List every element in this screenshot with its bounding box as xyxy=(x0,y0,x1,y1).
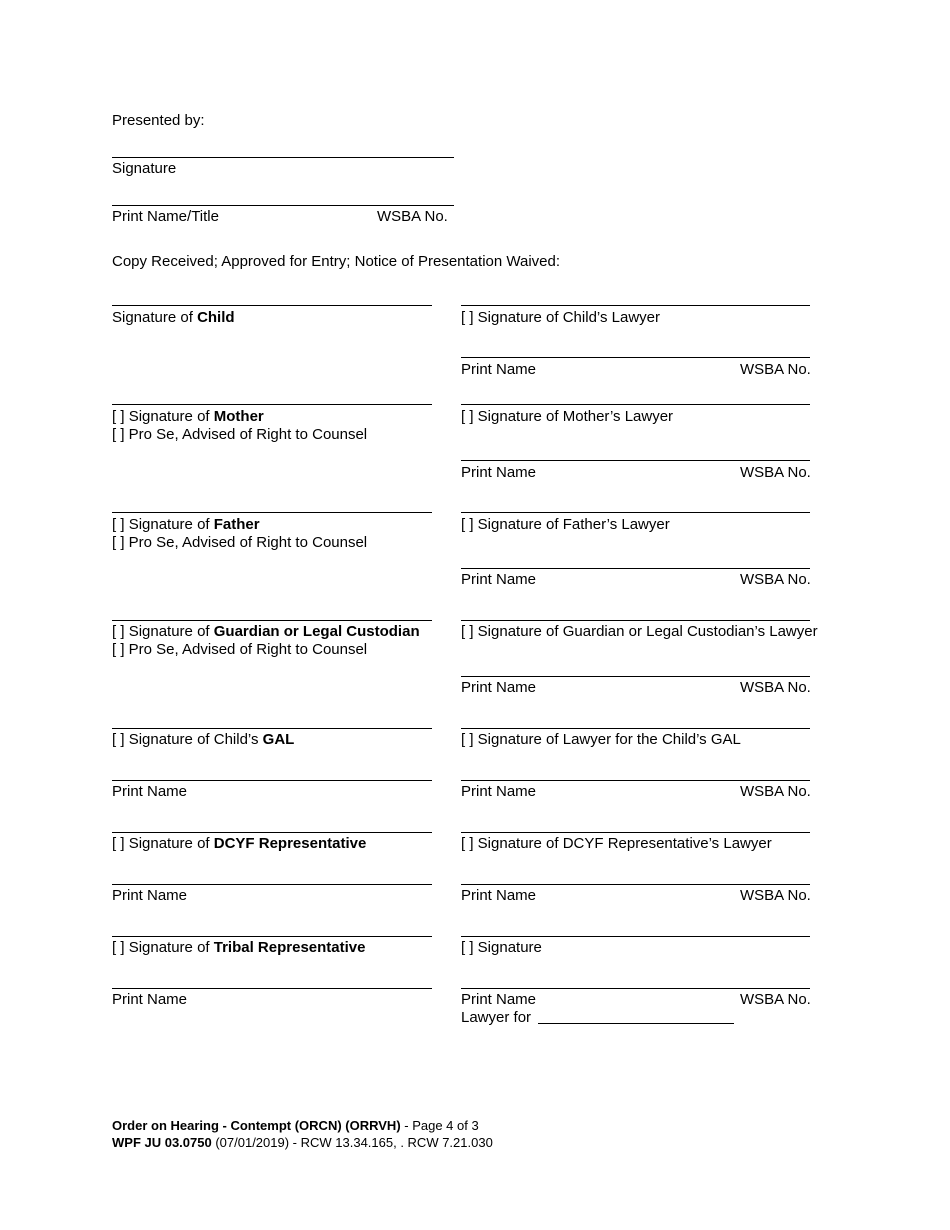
presenter-print-name-label: Print Name/Title xyxy=(112,208,219,225)
mother-lawyer-signature-label: [ ] Signature of Mother’s Lawyer xyxy=(461,408,674,425)
father-pro-se-label: [ ] Pro Se, Advised of Right to Counsel xyxy=(112,534,368,551)
dcyf-signature-label: [ ] Signature of DCYF Representative xyxy=(112,835,367,852)
child-lawyer-name-line[interactable] xyxy=(461,357,810,358)
guardian-lawyer-wsba-label: WSBA No. xyxy=(740,679,811,696)
father-lawyer-signature-label: [ ] Signature of Father’s Lawyer xyxy=(461,516,670,533)
gal-print-name-label: Print Name xyxy=(112,783,188,800)
guardian-lawyer-name-line[interactable] xyxy=(461,676,810,677)
tribal-signature-line[interactable] xyxy=(112,936,432,937)
gal-lawyer-signature-label: [ ] Signature of Lawyer for the Child’s GAL xyxy=(461,731,741,748)
gal-name-line[interactable] xyxy=(112,780,432,781)
guardian-pro-se-label: [ ] Pro Se, Advised of Right to Counsel xyxy=(112,641,368,658)
mother-pro-se-label: [ ] Pro Se, Advised of Right to Counsel xyxy=(112,426,368,443)
father-lawyer-wsba-label: WSBA No. xyxy=(740,571,811,588)
gal-signature-label: [ ] Signature of Child’s GAL xyxy=(112,731,295,748)
tribal-lawyer-print-name-label: Print Name xyxy=(461,991,537,1008)
tribal-lawyer-signature-line[interactable] xyxy=(461,936,810,937)
mother-lawyer-print-name-label: Print Name xyxy=(461,464,537,481)
tribal-lawyer-name-line[interactable] xyxy=(461,988,810,989)
child-lawyer-signature-line[interactable] xyxy=(461,305,810,306)
guardian-lawyer-signature-label: [ ] Signature of Guardian or Legal Custodian’s Lawyer xyxy=(461,623,818,640)
dcyf-lawyer-signature-label: [ ] Signature of DCYF Representative’s Lawyer xyxy=(461,835,772,852)
father-lawyer-signature-line[interactable] xyxy=(461,512,810,513)
presenter-signature-label: Signature xyxy=(112,160,177,177)
tribal-signature-label: [ ] Signature of Tribal Representative xyxy=(112,939,366,956)
tribal-print-name-label: Print Name xyxy=(112,991,188,1008)
mother-lawyer-wsba-label: WSBA No. xyxy=(740,464,811,481)
gal-signature-line[interactable] xyxy=(112,728,432,729)
child-lawyer-signature-label: [ ] Signature of Child’s Lawyer xyxy=(461,309,660,326)
footer-title: Order on Hearing - Contempt (ORCN) (ORRVH) - Page 4 of 3 xyxy=(112,1118,479,1133)
gal-lawyer-signature-line[interactable] xyxy=(461,728,810,729)
gal-lawyer-print-name-label: Print Name xyxy=(461,783,537,800)
mother-signature-label: [ ] Signature of Mother xyxy=(112,408,264,425)
footer-form-info: WPF JU 03.0750 (07/01/2019) - RCW 13.34.165, . RCW 7.21.030 xyxy=(112,1135,493,1150)
tribal-lawyer-signature-label: [ ] Signature xyxy=(461,939,542,956)
dcyf-print-name-label: Print Name xyxy=(112,887,188,904)
guardian-signature-label: [ ] Signature of Guardian or Legal Custodian xyxy=(112,623,420,640)
dcyf-signature-line[interactable] xyxy=(112,832,432,833)
dcyf-lawyer-print-name-label: Print Name xyxy=(461,887,537,904)
tribal-name-line[interactable] xyxy=(112,988,432,989)
lawyer-for-label: Lawyer for xyxy=(461,1009,532,1026)
guardian-lawyer-signature-line[interactable] xyxy=(461,620,810,621)
guardian-lawyer-print-name-label: Print Name xyxy=(461,679,537,696)
child-lawyer-wsba-label: WSBA No. xyxy=(740,361,811,378)
mother-signature-line[interactable] xyxy=(112,404,432,405)
copy-received-heading: Copy Received; Approved for Entry; Notice of Presentation Waived: xyxy=(112,253,561,270)
child-signature-label: Signature of Child xyxy=(112,309,235,326)
father-lawyer-print-name-label: Print Name xyxy=(461,571,537,588)
presenter-name-line[interactable] xyxy=(112,205,454,206)
child-signature-line[interactable] xyxy=(112,305,432,306)
dcyf-lawyer-name-line[interactable] xyxy=(461,884,810,885)
gal-lawyer-name-line[interactable] xyxy=(461,780,810,781)
father-signature-label: [ ] Signature of Father xyxy=(112,516,260,533)
lawyer-for-line[interactable] xyxy=(538,1023,734,1024)
presenter-wsba-label: WSBA No. xyxy=(377,208,448,225)
father-signature-line[interactable] xyxy=(112,512,432,513)
mother-lawyer-signature-line[interactable] xyxy=(461,404,810,405)
mother-lawyer-name-line[interactable] xyxy=(461,460,810,461)
presenter-signature-line[interactable] xyxy=(112,157,454,158)
dcyf-lawyer-signature-line[interactable] xyxy=(461,832,810,833)
father-lawyer-name-line[interactable] xyxy=(461,568,810,569)
guardian-signature-line[interactable] xyxy=(112,620,432,621)
presented-by-label: Presented by: xyxy=(112,112,205,129)
dcyf-lawyer-wsba-label: WSBA No. xyxy=(740,887,811,904)
child-lawyer-print-name-label: Print Name xyxy=(461,361,537,378)
tribal-lawyer-wsba-label: WSBA No. xyxy=(740,991,811,1008)
gal-lawyer-wsba-label: WSBA No. xyxy=(740,783,811,800)
dcyf-name-line[interactable] xyxy=(112,884,432,885)
